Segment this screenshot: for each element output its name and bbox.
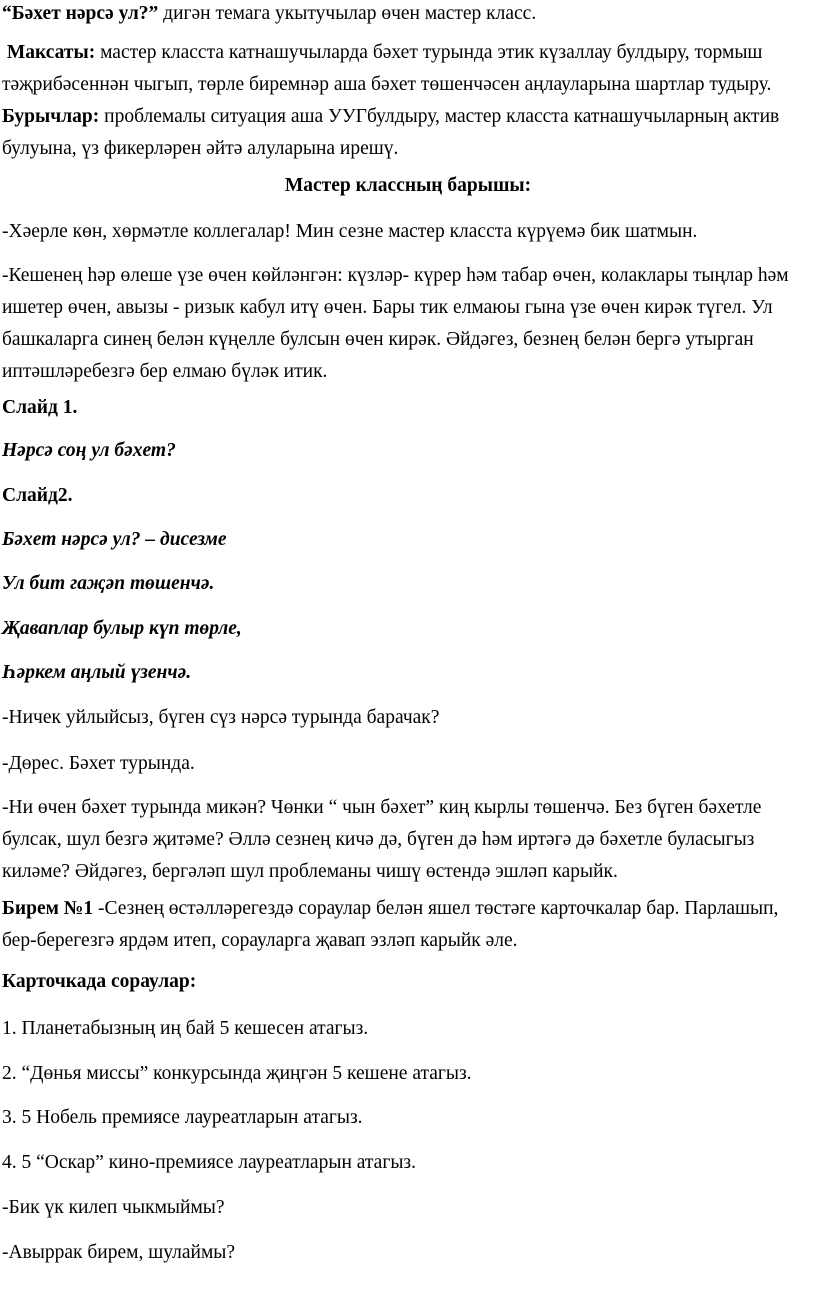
poem-line: Һәркем аңлый үзенчә. <box>2 662 192 683</box>
card-question: 3. 5 Нобель премиясе лауреатларын атагыз. <box>2 1107 363 1128</box>
topic-subtitle: дигән темага укытучылар өчен мастер класс. <box>158 3 537 24</box>
slide-2-label: Слайд2. <box>2 485 73 506</box>
poem-line: Бәхет нәрсә ул? – дисезме <box>2 529 227 550</box>
progress-heading: Мастер классның барышы: <box>284 175 532 196</box>
hard-question: -Бик үк килеп чыкмыймы? <box>2 1197 225 1218</box>
tasks-label: Бурычлар: <box>2 106 100 127</box>
poem-line: Ул бит гаҗәп төшенчә. <box>2 573 215 594</box>
answer-today: -Дөрес. Бәхет турында. <box>2 753 195 774</box>
cards-heading: Карточкада сораулар: <box>2 971 197 992</box>
intro-paragraph: -Кешенең һәр өлеше үзе өчен көйләнгән: күзләр- күрер һәм табар өчен, колаклары тыңлар һәм ишетер өчен, авызы - ризык кабул итү өчен. Бары тик елмаюы гына үзе өчен кирәк түгел. Ул башкаларга синең белән күңелле булсын өчен кирәк. Әйдәгез, безнең белән бергә утырган иптәшләребезгә бер елмаю бүләк итик. <box>2 265 789 382</box>
slide-1-label: Слайд 1. <box>2 397 78 418</box>
card-question: 2. “Дөнья миссы” конкурсында җиңгән 5 кешене атагыз. <box>2 1063 472 1084</box>
document-title-line <box>2 0 792 30</box>
topic-title: “Бәхет нәрсә ул?” <box>2 3 159 24</box>
goals-text: мастер класста катнашучыларда бәхет турында этик күзаллау булдыру, тормыш тәҗрибәсеннән чыгып, төрле биремнәр аша бәхет төшенчәсен аңлауларына шартлар тудыру. <box>2 42 772 95</box>
card-question: 1. Планетабызның иң бай 5 кешесен атагыз. <box>2 1018 369 1039</box>
task-1-text: -Сезнең өстәлләрегездә сораулар белән яшел төстәге карточкалар бар. Парлашып, бер-берегезгә ярдәм итеп, сорауларга җавап эзләп карыйк әле. <box>2 898 779 951</box>
card-question: 4. 5 “Оскар” кино-премиясе лауреатларын атагыз. <box>2 1152 416 1173</box>
task-1-paragraph <box>2 893 792 957</box>
greeting-paragraph: -Хәерле көн, хөрмәтле коллегалар! Мин сезне мастер класста күрүемә бик шатмын. <box>2 221 698 242</box>
goals-paragraph <box>2 37 792 165</box>
task-1-label: Бирем №1 <box>2 898 94 919</box>
question-today: -Ничек уйлыйсыз, бүген сүз нәрсә турында барачак? <box>2 707 440 728</box>
why-paragraph: -Ни өчен бәхет турында микән? Чөнки “ чын бәхет” киң кырлы төшенчә. Без бүген бәхетле булсак, шул безгә җитәме? Әллә сезнең кичә дә, бүген дә һәм иртәгә дә бәхетле буласыгыз киләме? Әйдәгез, бергәләп шул проблеманы чишү өстендә эшләп карыйк. <box>2 797 762 882</box>
poem-line: Җаваплар булыр күп төрле, <box>2 618 242 639</box>
slide-1-question: Нәрсә соң ул бәхет? <box>2 440 176 461</box>
tasks-text: проблемалы ситуация аша УУГбулдыру, мастер класста катнашучыларның актив булуына, үз фикерләрен әйтә алуларына ирешү. <box>2 106 780 159</box>
hard-task-question: -Авыррак бирем, шулаймы? <box>2 1242 236 1263</box>
goals-label: Максаты: <box>6 42 96 63</box>
